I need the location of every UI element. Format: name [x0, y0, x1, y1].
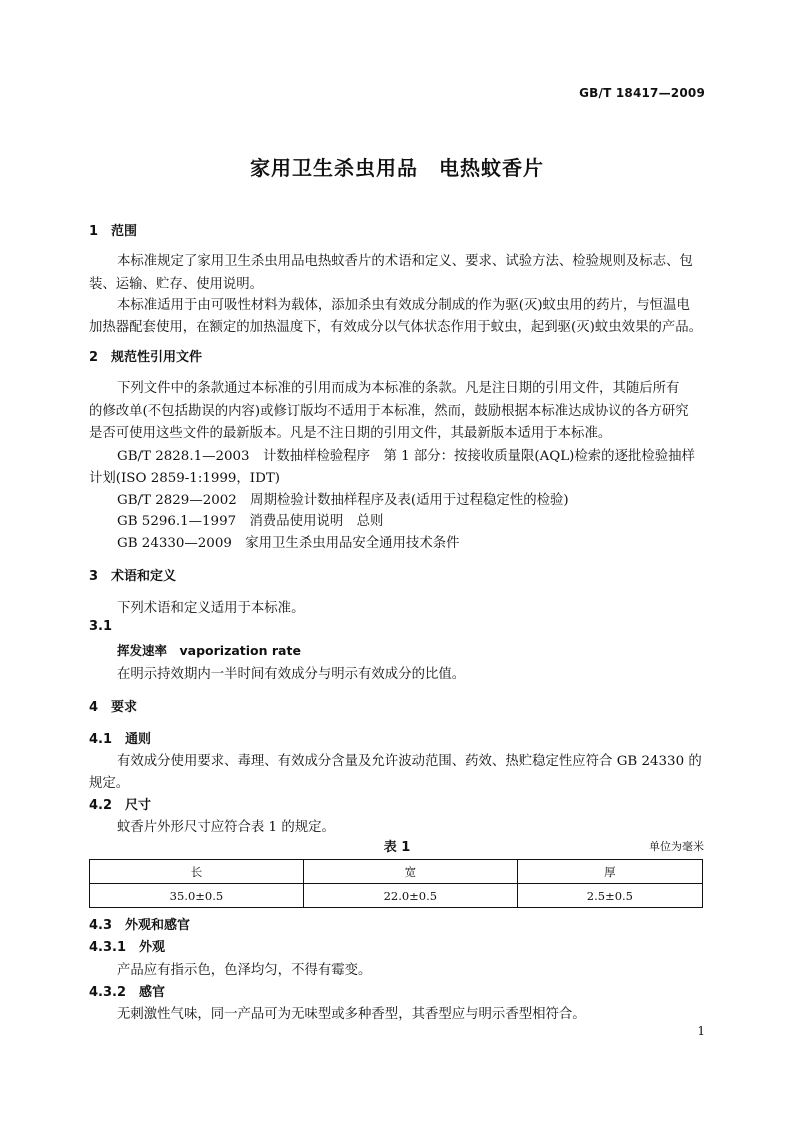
table-unit-note: 单位为毫米 [649, 840, 704, 853]
reference-line: GB/T 2829—2002 周期检验计数抽样程序及表(适用于过程稳定性的检验) [117, 493, 569, 508]
section-title: 要求 [111, 700, 138, 715]
subsection-number: 3.1 [89, 619, 113, 634]
paragraph-line: 下列文件中的条款通过本标准的引用而成为本标准的条款。凡是注日期的引用文件，其随后所有 [117, 381, 680, 396]
subsection-4-1-heading [89, 728, 151, 747]
term-entry: 挥发速率 vaporization rate [117, 643, 301, 658]
table-header-cell: 宽 [303, 860, 517, 884]
section-title: 范围 [111, 224, 138, 239]
subsection-number: 4.3.1 [89, 940, 127, 955]
subsection-title: 感官 [139, 985, 166, 1000]
paragraph-line: 本标准规定了家用卫生杀虫用品电热蚊香片的术语和定义、要求、试验方法、检验规则及标志、包 [117, 254, 693, 269]
table-cell: 35.0±0.5 [90, 884, 304, 908]
paragraph-line: 蚊香片外形尺寸应符合表 1 的规定。 [117, 820, 335, 835]
paragraph-line: 加热器配套使用，在额定的加热温度下，有效成分以气体状态作用于蚊虫，起到驱(灭)蚊虫效果的产品。 [89, 320, 703, 335]
document-title: 家用卫生杀虫用品 电热蚊香片 [250, 156, 544, 180]
reference-line: GB 5296.1—1997 消费品使用说明 总则 [117, 514, 384, 529]
section-number: 3 [89, 569, 99, 584]
paragraph-line: 规定。 [89, 776, 130, 791]
reference-line: 计划(ISO 2859-1:1999，IDT) [89, 471, 280, 486]
reference-line: GB/T 2828.1—2003 计数抽样检验程序 第 1 部分：按接收质量限(AQL)检索的逐批检验抽样 [117, 449, 695, 464]
table-header-row [90, 860, 703, 884]
section-4-heading [89, 696, 137, 715]
table-header-cell: 厚 [517, 860, 702, 884]
paragraph-line: 是否可使用这些文件的最新版本。凡是不注日期的引用文件，其最新版本适用于本标准。 [89, 426, 612, 441]
paragraph-line: 装、运输、贮存、使用说明。 [89, 277, 264, 292]
paragraph-line: 产品应有指示色，色泽均匀，不得有霉变。 [117, 963, 372, 978]
subsection-number: 4.2 [89, 798, 113, 813]
section-1-heading [89, 220, 137, 239]
paragraph-line: 的修改单(不包括勘误的内容)或修订版均不适用于本标准，然而，鼓励根据本标准达成协议的各方研究 [89, 404, 689, 419]
section-3-heading [89, 565, 176, 584]
table-row [90, 884, 703, 908]
definition-text: 在明示持效期内一半时间有效成分与明示有效成分的比值。 [117, 667, 466, 682]
subsection-number: 4.3.2 [89, 985, 127, 1000]
table-caption: 表 1 [383, 840, 411, 855]
subsection-title: 外观 [139, 940, 166, 955]
section-number: 2 [89, 350, 99, 365]
subsection-number: 4.3 [89, 918, 113, 933]
section-title: 术语和定义 [111, 569, 177, 584]
subsection-number: 4.1 [89, 732, 113, 747]
section-title: 规范性引用文件 [111, 350, 203, 365]
dimensions-table [89, 859, 703, 908]
paragraph-line: 下列术语和定义适用于本标准。 [117, 601, 305, 616]
section-number: 1 [89, 224, 99, 239]
subsection-4-3-2-heading [89, 981, 165, 1000]
standard-number: GB/T 18417—2009 [579, 86, 705, 100]
table-cell: 22.0±0.5 [303, 884, 517, 908]
table-cell: 2.5±0.5 [517, 884, 702, 908]
page-number: 1 [697, 1024, 705, 1038]
subsection-title: 尺寸 [125, 798, 152, 813]
paragraph-line: 有效成分使用要求、毒理、有效成分含量及允许波动范围、药效、热贮稳定性应符合 GB 24330 的 [117, 754, 702, 769]
paragraph-line: 本标准适用于由可吸性材料为载体，添加杀虫有效成分制成的作为驱(灭)蚊虫用的药片，与恒温电 [117, 298, 690, 313]
table-header-cell: 长 [90, 860, 304, 884]
section-number: 4 [89, 700, 99, 715]
reference-line: GB 24330—2009 家用卫生杀虫用品安全通用技术条件 [117, 536, 460, 551]
paragraph-line: 无刺激性气味，同一产品可为无味型或多种香型，其香型应与明示香型相符合。 [117, 1007, 586, 1022]
subsection-title: 通则 [125, 732, 152, 747]
subsection-title: 外观和感官 [125, 918, 191, 933]
section-2-heading [89, 346, 202, 365]
subsection-4-2-heading [89, 794, 151, 813]
subsection-4-3-1-heading [89, 936, 165, 955]
subsection-4-3-heading [89, 914, 190, 933]
